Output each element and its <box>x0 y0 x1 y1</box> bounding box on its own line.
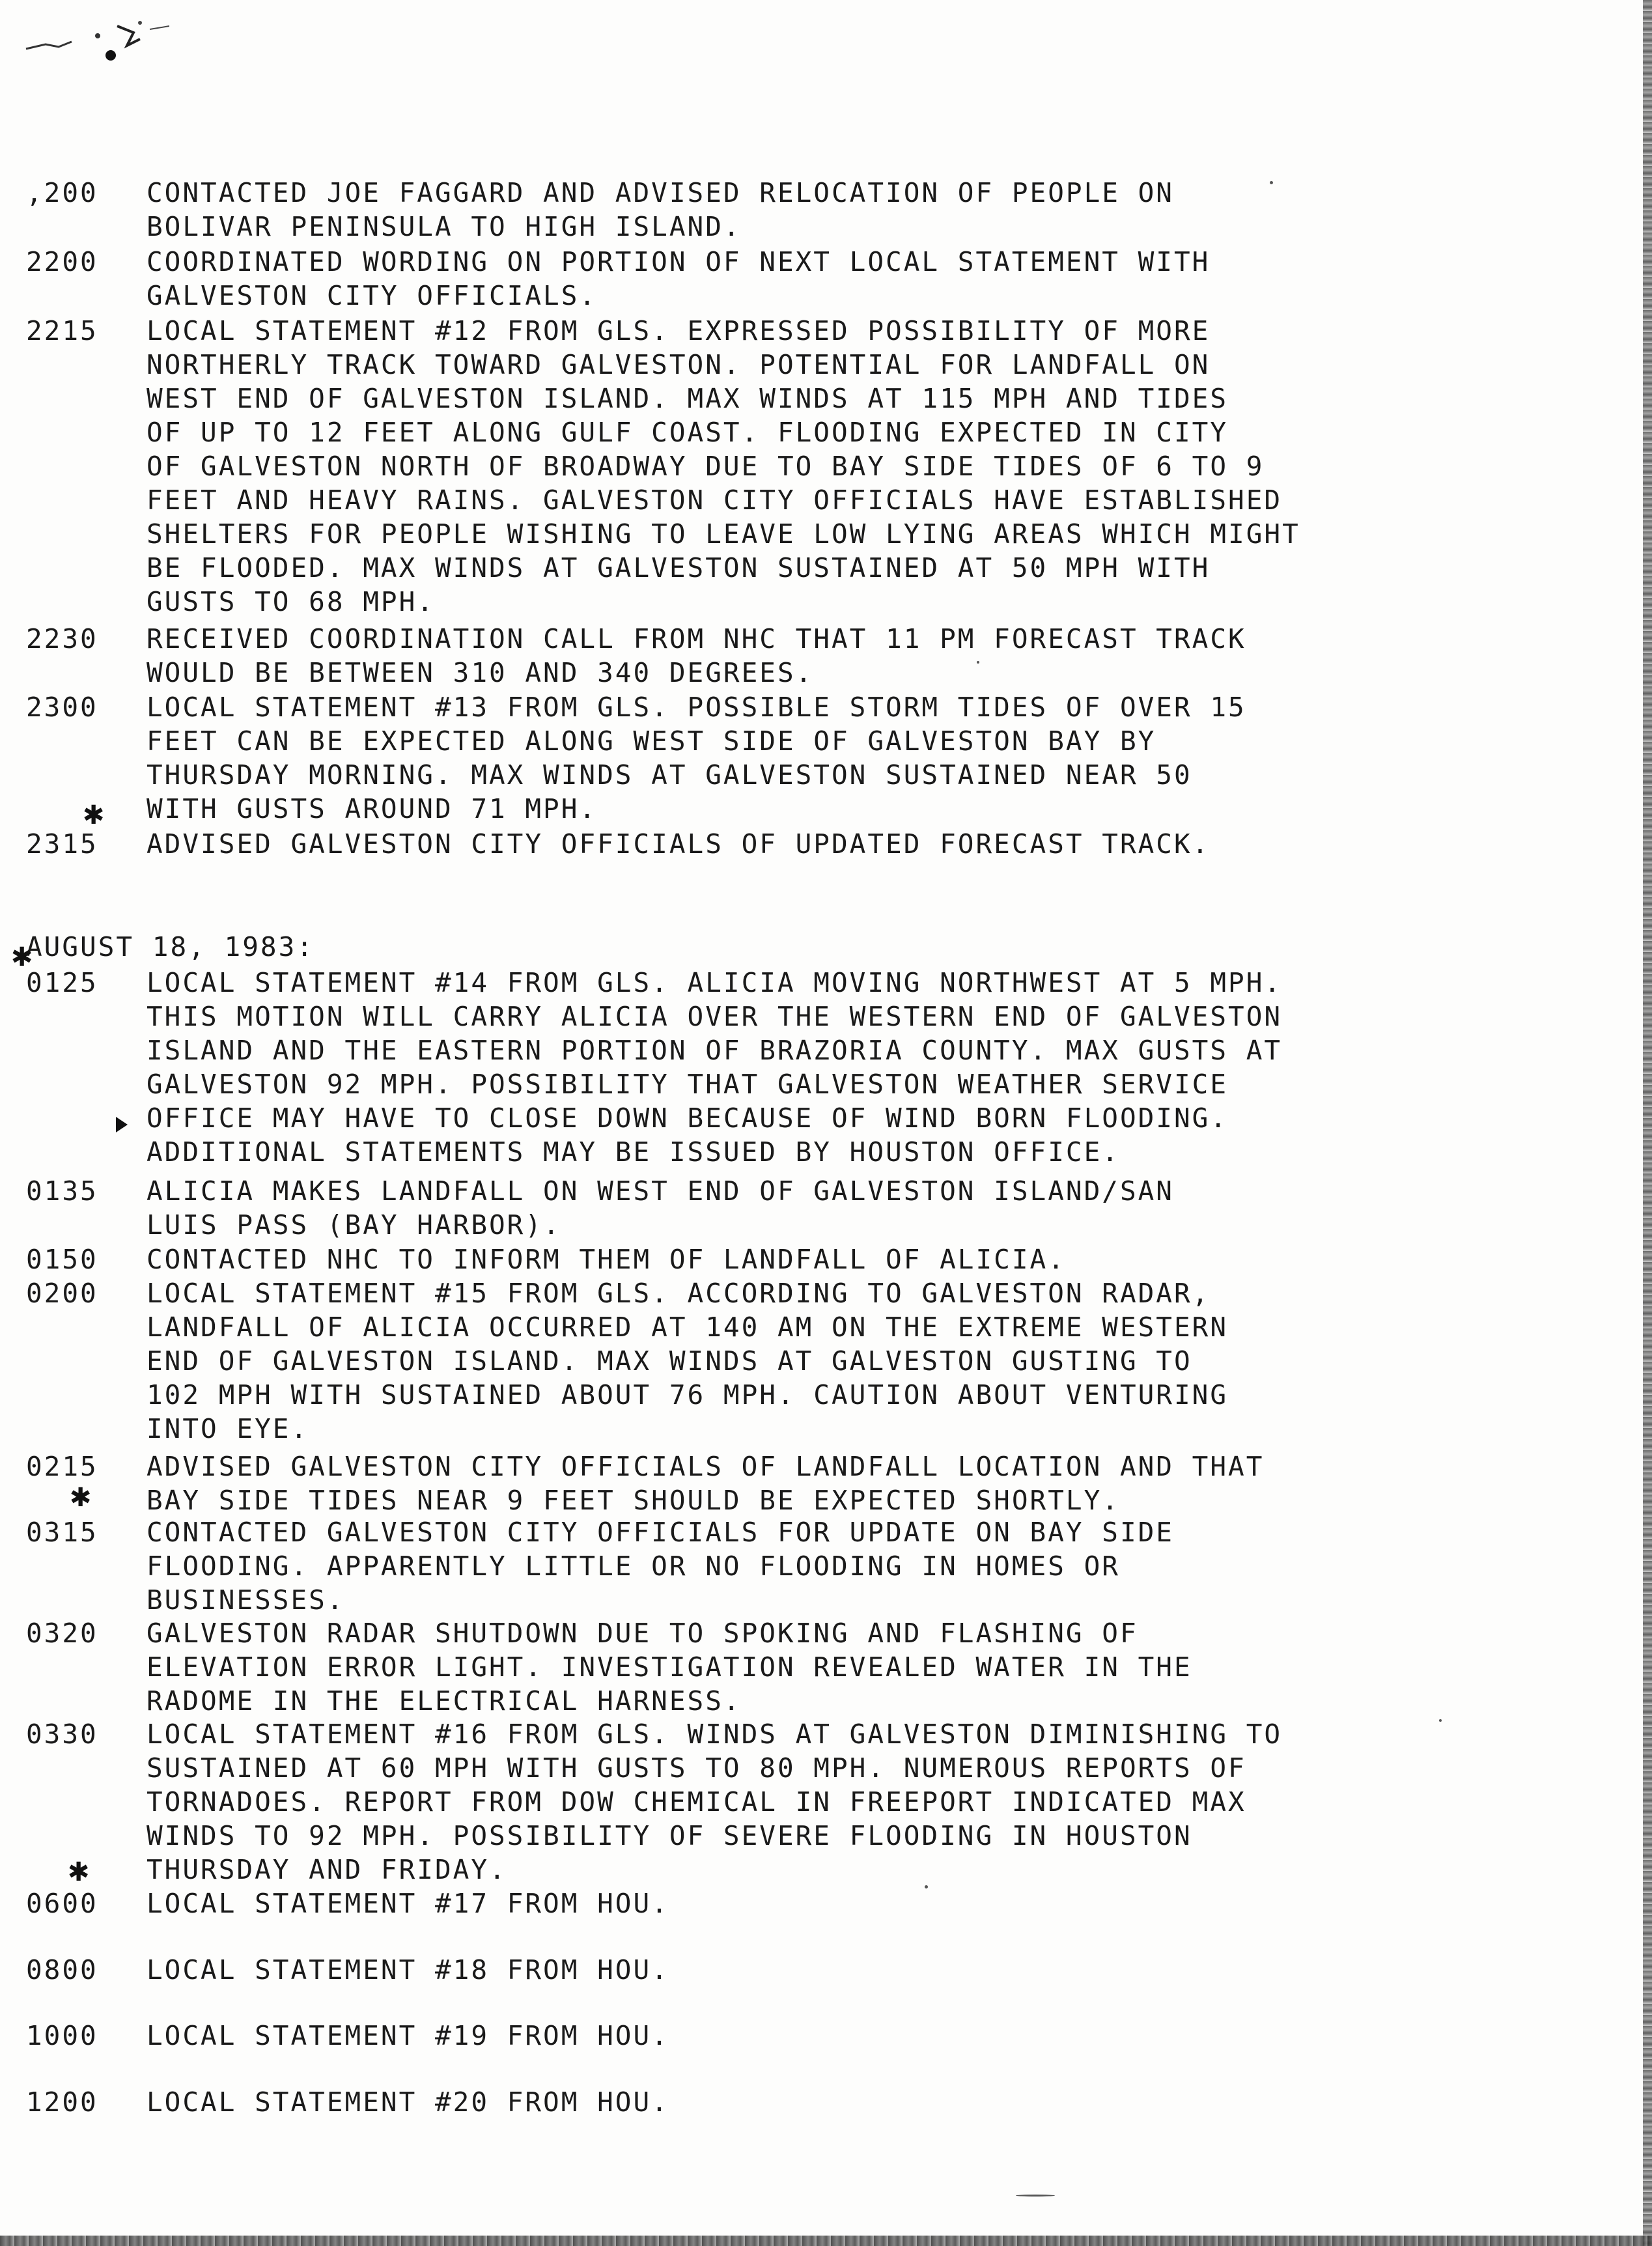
entry-time: 0150 <box>26 1244 98 1275</box>
entry-text: LOCAL STATEMENT #17 FROM HOU. <box>147 1888 669 1919</box>
entry-time: 1200 <box>26 2086 98 2118</box>
entry-text: ADVISED GALVESTON CITY OFFICIALS OF LANDFALL LOCATION AND THAT BAY SIDE TIDES NEAR 9 FEET SHOULD BE EXPECTED SHORTLY. <box>147 1451 1265 1516</box>
entry-text: COORDINATED WORDING ON PORTION OF NEXT LOCAL STATEMENT WITH GALVESTON CITY OFFICIALS. <box>147 246 1211 311</box>
entry-time: 0800 <box>26 1954 98 1986</box>
entry-time: ,200 <box>26 177 98 208</box>
entry-text: RECEIVED COORDINATION CALL FROM NHC THAT 11 PM FORECAST TRACK WOULD BE BETWEEN 310 AND 340 DEGREES. <box>147 623 1246 688</box>
entry-time: 0330 <box>26 1719 98 1750</box>
entry-time: 0600 <box>26 1888 98 1919</box>
entry-text: ALICIA MAKES LANDFALL ON WEST END OF GALVESTON ISLAND/SAN LUIS PASS (BAY HARBOR). <box>147 1175 1174 1241</box>
scan-edge-bottom <box>0 2236 1652 2246</box>
scan-speck <box>1016 2195 1055 2197</box>
entry-text: ADVISED GALVESTON CITY OFFICIALS OF UPDATED FORECAST TRACK. <box>147 828 1211 860</box>
entry-time: 0125 <box>26 967 98 998</box>
entry-time: 2230 <box>26 623 98 654</box>
star-icon: ✱ <box>83 793 104 832</box>
entry-time: 2300 <box>26 692 98 723</box>
entry-text: LOCAL STATEMENT #15 FROM GLS. ACCORDING TO GALVESTON RADAR, LANDFALL OF ALICIA OCCURRED AT 140 AM ON THE EXTREME WESTERN END OF GALVESTON ISLAND. MAX WINDS AT GALVESTON GUSTING TO 102 MPH WITH SUSTAINED ABOUT 76 MPH. CAUTION ABOUT VENTURING INTO EYE. <box>147 1278 1229 1444</box>
scan-edge-right <box>1643 0 1652 2246</box>
scan-speck <box>977 661 979 664</box>
star-icon: ✱ <box>70 1476 91 1515</box>
entry-text: LOCAL STATEMENT #18 FROM HOU. <box>147 1954 669 1986</box>
arrow-marker-icon <box>116 1117 128 1132</box>
entry-text: LOCAL STATEMENT #19 FROM HOU. <box>147 2020 669 2051</box>
entry-text: GALVESTON RADAR SHUTDOWN DUE TO SPOKING AND FLASHING OF ELEVATION ERROR LIGHT. INVESTIGATION REVEALED WATER IN THE RADOME IN THE ELECTRICAL HARNESS. <box>147 1618 1192 1717</box>
entry-time: 0320 <box>26 1618 98 1649</box>
date-header: AUGUST 18, 1983: <box>26 931 315 962</box>
entry-text: LOCAL STATEMENT #16 FROM GLS. WINDS AT GALVESTON DIMINISHING TO SUSTAINED AT 60 MPH WITH GUSTS TO 80 MPH. NUMEROUS REPORTS OF TORNADOES. REPORT FROM DOW CHEMICAL IN FREEPORT INDICATED MAX WINDS TO 92 MPH. POSSIBILITY OF SEVERE FLOODING IN HOUSTON THURSDAY AND FRIDAY. <box>147 1719 1283 1885</box>
entry-time: 2215 <box>26 315 98 346</box>
entry-text: LOCAL STATEMENT #12 FROM GLS. EXPRESSED POSSIBILITY OF MORE NORTHERLY TRACK TOWARD GALVESTON. POTENTIAL FOR LANDFALL ON WEST END OF GALVESTON ISLAND. MAX WINDS AT 115 MPH AND TIDES OF UP TO 12 FEET ALONG GULF COAST. FLOODING EXPECTED IN CITY OF GALVESTON NORTH OF BROADWAY DUE TO BAY SIDE TIDES OF 6 TO 9 FEET AND HEAVY RAINS. GALVESTON CITY OFFICIALS HAVE ESTABLISHED SHELTERS FOR PEOPLE WISHING TO LEAVE LOW LYING AREAS WHICH MIGHT BE FLOODED. MAX WINDS AT GALVESTON SUSTAINED AT 50 MPH WITH GUSTS TO 68 MPH. <box>147 315 1300 617</box>
star-icon: ✱ <box>12 935 33 974</box>
entry-text: LOCAL STATEMENT #14 FROM GLS. ALICIA MOVING NORTHWEST AT 5 MPH. THIS MOTION WILL CARRY ALICIA OVER THE WESTERN END OF GALVESTON ISLAND AND THE EASTERN PORTION OF BRAZORIA COUNTY. MAX GUSTS AT GALVESTON 92 MPH. POSSIBILITY THAT GALVESTON WEATHER SERVICE OFFICE MAY HAVE TO CLOSE DOWN BECAUSE OF WIND BORN FLOODING. ADDITIONAL STATEMENTS MAY BE ISSUED BY HOUSTON OFFICE. <box>147 967 1283 1168</box>
entry-text: LOCAL STATEMENT #20 FROM HOU. <box>147 2086 669 2118</box>
entry-text: CONTACTED JOE FAGGARD AND ADVISED RELOCATION OF PEOPLE ON BOLIVAR PENINSULA TO HIGH ISLAND. <box>147 177 1174 242</box>
scan-speck <box>1270 181 1273 184</box>
entry-time: 0215 <box>26 1451 98 1482</box>
entry-text: CONTACTED NHC TO INFORM THEM OF LANDFALL OF ALICIA. <box>147 1244 1066 1275</box>
ink-smudge <box>20 13 169 65</box>
entry-time: 0315 <box>26 1517 98 1548</box>
entry-time: 0200 <box>26 1278 98 1309</box>
entry-time: 2200 <box>26 246 98 277</box>
scan-speck <box>925 1885 928 1888</box>
entry-text: LOCAL STATEMENT #13 FROM GLS. POSSIBLE STORM TIDES OF OVER 15 FEET CAN BE EXPECTED ALONG WEST SIDE OF GALVESTON BAY BY THURSDAY MORNING. MAX WINDS AT GALVESTON SUSTAINED NEAR 50 WITH GUSTS AROUND 71 MPH. <box>147 692 1246 824</box>
scan-speck <box>1439 1719 1442 1722</box>
entry-time: 0135 <box>26 1175 98 1207</box>
star-icon: ✱ <box>68 1850 89 1889</box>
entry-text: CONTACTED GALVESTON CITY OFFICIALS FOR UPDATE ON BAY SIDE FLOODING. APPARENTLY LITTLE OR NO FLOODING IN HOMES OR BUSINESSES. <box>147 1517 1174 1616</box>
entry-time: 2315 <box>26 828 98 860</box>
entry-time: 1000 <box>26 2020 98 2051</box>
